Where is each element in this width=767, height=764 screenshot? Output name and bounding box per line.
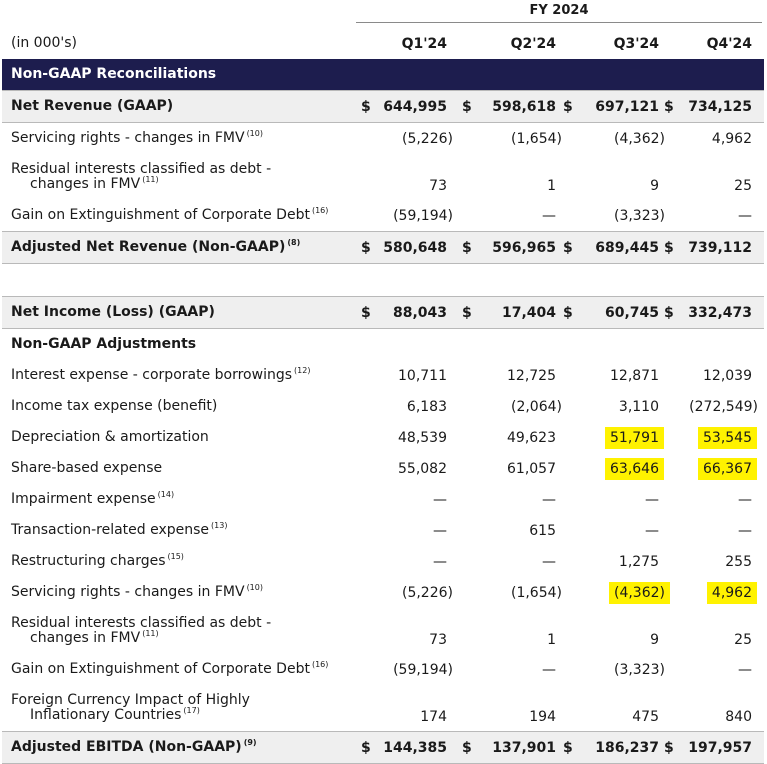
cell-q3: 9: [650, 632, 659, 648]
column-header-row: [2, 28, 764, 59]
cell-q4: 25: [734, 632, 752, 648]
cell-q4: [664, 453, 752, 484]
cell-q2: 61,057: [507, 460, 556, 477]
cell-q4: 255: [725, 553, 752, 570]
row-label: Residual interests classified as debt - changes in FMV $^{(11)}$: [11, 615, 272, 646]
cell-q4: —: [738, 491, 752, 508]
income-gain-row: [2, 654, 764, 685]
cell-q2: —: [542, 207, 556, 224]
row-label: Net Revenue (GAAP): [11, 98, 174, 114]
income-residual-row: [2, 608, 764, 654]
cell-q4: —: [738, 522, 752, 539]
cell-q4: $ 332,473: [664, 304, 752, 321]
col-header-q4: Q4'24: [706, 35, 752, 52]
cell-q1: $ 580,648: [361, 239, 447, 256]
income-tax-row: [2, 391, 764, 422]
adjusted-ebitda-row: [2, 731, 764, 764]
section-title: Non-GAAP Reconciliations: [11, 66, 217, 82]
cell-q2: $ 137,901: [462, 739, 556, 756]
cell-q4: —: [738, 661, 752, 678]
cell-q3: [563, 577, 665, 608]
cell-q3: [563, 422, 659, 453]
cell-q1: —: [433, 522, 447, 539]
highlighted-value: 51,791: [605, 427, 664, 449]
cell-q3: (3,323): [613, 207, 665, 224]
cell-q3: 1,275: [618, 553, 659, 570]
row-label: Net Income (Loss) (GAAP): [11, 304, 215, 320]
cell-q2: —: [542, 491, 556, 508]
cell-q1: (5,226): [401, 130, 453, 147]
cell-q3: [563, 453, 659, 484]
cell-q3: —: [645, 491, 659, 508]
highlighted-value: 53,545: [698, 427, 757, 449]
cell-q4: 12,039: [703, 367, 752, 384]
net-income-row: [2, 296, 764, 329]
cell-q4: 25: [734, 178, 752, 194]
reconciliation-table: [2, 28, 764, 764]
revenue-residual-row: [2, 154, 764, 200]
cell-q3: $ 689,445: [563, 239, 659, 256]
cell-q3: $ 697,121: [563, 98, 659, 115]
row-label: Transaction-related expense $^{(13)}$: [11, 521, 228, 538]
cell-q1: 6,183: [406, 398, 447, 415]
fiscal-year-header: FY 2024: [356, 0, 762, 23]
cell-q4: [664, 422, 752, 453]
row-label: Adjusted Net Revenue (Non-GAAP) $^{(8)}$: [11, 238, 301, 255]
cell-q3: $ 186,237: [563, 739, 659, 756]
cell-q1: (5,226): [401, 584, 453, 601]
cell-q2: 615: [529, 522, 556, 539]
adjustments-heading: Non-GAAP Adjustments: [11, 336, 197, 352]
col-header-q2: Q2'24: [510, 35, 556, 52]
revenue-servicing-row: [2, 123, 764, 154]
cell-q4: 840: [725, 709, 752, 725]
cell-q2: $ 598,618: [462, 98, 556, 115]
cell-q2: 49,623: [507, 429, 556, 446]
row-label: Share-based expense: [11, 460, 163, 476]
row-label: Gain on Extinguishment of Corporate Debt $^{(16)}$: [11, 206, 329, 223]
row-label: Servicing rights - changes in FMV $^{(10)}$: [11, 129, 263, 146]
transaction-row: [2, 515, 764, 546]
cell-q1: —: [433, 553, 447, 570]
adjustments-heading-row: [2, 329, 764, 360]
row-label: Foreign Currency Impact of Highly Inflationary Countries $^{(17)}$: [11, 692, 250, 723]
cell-q2: 1: [547, 632, 556, 648]
cell-q2: $ 596,965: [462, 239, 556, 256]
section-band: [2, 59, 764, 90]
cell-q3: 3,110: [618, 398, 659, 415]
adjusted-net-revenue-row: [2, 231, 764, 264]
row-label: Income tax expense (benefit): [11, 398, 218, 414]
cell-q1: —: [433, 491, 447, 508]
row-label: Depreciation & amortization: [11, 429, 209, 445]
cell-q2: —: [542, 661, 556, 678]
col-header-q3: Q3'24: [613, 35, 659, 52]
row-label: Restructuring charges $^{(15)}$: [11, 552, 184, 569]
net-revenue-row: [2, 90, 764, 123]
cell-q4: —: [738, 207, 752, 224]
row-label: Interest expense - corporate borrowings $^{(12)}$: [11, 366, 311, 383]
cell-q3: 12,871: [610, 367, 659, 384]
restructuring-row: [2, 546, 764, 577]
cell-q1: $ 88,043: [361, 304, 447, 321]
highlighted-value: 63,646: [605, 458, 664, 480]
cell-q1: 10,711: [398, 367, 447, 384]
cell-q1: 174: [420, 709, 447, 725]
cell-q3: 9: [650, 178, 659, 194]
cell-q1: (59,194): [393, 661, 453, 678]
cell-q1: (59,194): [393, 207, 453, 224]
col-header-q1: Q1'24: [401, 35, 447, 52]
cell-q3: 475: [632, 709, 659, 725]
row-label: Gain on Extinguishment of Corporate Debt $^{(16)}$: [11, 660, 329, 677]
interest-expense-row: [2, 360, 764, 391]
cell-q3: (4,362): [613, 130, 665, 147]
cell-q4: 4,962: [711, 130, 752, 147]
units-label: (in 000's): [11, 35, 78, 51]
row-label: Servicing rights - changes in FMV $^{(10)}$: [11, 583, 263, 600]
cell-q2: (1,654): [510, 130, 562, 147]
row-label: Residual interests classified as debt - changes in FMV $^{(11)}$: [11, 161, 272, 192]
cell-q4: (272,549): [689, 398, 758, 415]
cell-q2: 12,725: [507, 367, 556, 384]
cell-q2: —: [542, 553, 556, 570]
cell-q1: 48,539: [398, 429, 447, 446]
cell-q1: 73: [429, 178, 447, 194]
cell-q2: (2,064): [510, 398, 562, 415]
cell-q3: $ 60,745: [563, 304, 659, 321]
cell-q2: 1: [547, 178, 556, 194]
cell-q2: $ 17,404: [462, 304, 556, 321]
highlighted-value: 66,367: [698, 458, 757, 480]
cell-q2: (1,654): [510, 584, 562, 601]
highlighted-value: 4,962: [707, 582, 757, 604]
row-label: Impairment expense $^{(14)}$: [11, 490, 175, 507]
cell-q1: $ 644,995: [361, 98, 447, 115]
cell-q4: $ 739,112: [664, 239, 752, 256]
impairment-row: [2, 484, 764, 515]
cell-q3: (3,323): [613, 661, 665, 678]
revenue-gain-row: [2, 200, 764, 231]
fx-impact-row: [2, 685, 764, 731]
cell-q2: 194: [529, 709, 556, 725]
row-label: Adjusted EBITDA (Non-GAAP) $^{(9)}$: [11, 738, 257, 755]
spacer-row: [2, 264, 764, 296]
highlighted-value: (4,362): [609, 582, 670, 604]
depreciation-row: [2, 422, 764, 453]
cell-q4: $ 734,125: [664, 98, 752, 115]
cell-q1: $ 144,385: [361, 739, 447, 756]
share-based-row: [2, 453, 764, 484]
cell-q3: —: [645, 522, 659, 539]
cell-q4: [664, 577, 752, 608]
income-servicing-row: [2, 577, 764, 608]
cell-q1: 73: [429, 632, 447, 648]
cell-q4: $ 197,957: [664, 739, 752, 756]
cell-q1: 55,082: [398, 460, 447, 477]
